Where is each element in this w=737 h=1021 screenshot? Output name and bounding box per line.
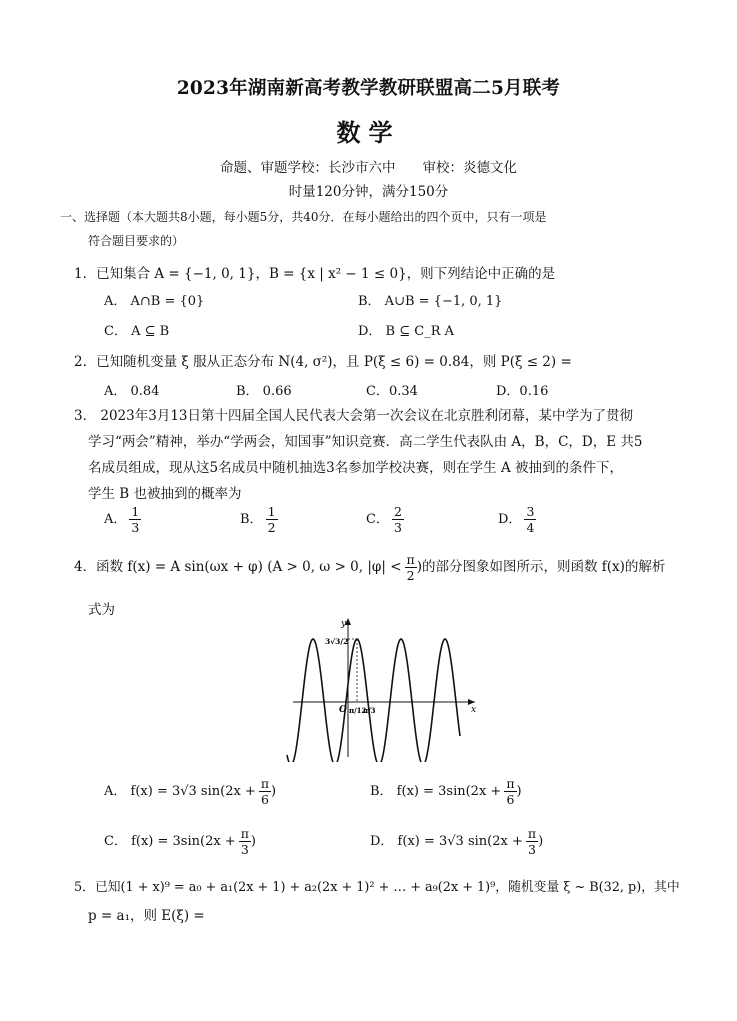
q1-option-a: A． A∩B = {0} [104,294,205,309]
y-axis-label: y [341,619,347,629]
x-axis-label: x [471,705,477,715]
origin-label: O [339,705,347,715]
tick-label-pi-12: π/12 [349,706,367,715]
q3-line2: 学习“两会”精神，举办“学两会，知国事”知识竞赛．高二学生代表队由 A，B，C，D，E 共5 [88,434,643,450]
exam-subject: 数学 [336,118,401,147]
q2-option-b: B． 0.66 [236,384,292,399]
q3-line1: 3． 2023年3月13日第十四届全国人民代表大会第一次会议在北京胜利闭幕，某中学为了贯彻 [74,408,634,424]
q2-option-d: D．0.16 [496,384,549,399]
q5-line2: p = a₁，则 E(ξ) = [88,908,205,924]
sine-curve [287,639,460,762]
q3-option-c: C． $\frac{2}{3}$ [366,504,402,535]
q1-option-b: B． A∪B = {−1, 0, 1} [358,294,503,309]
q4-sine-graph [285,612,485,762]
q4-option-a: A． f(x) = 3√3 sin(2x + $\frac{\pi}{6}$ ) [104,776,277,807]
q3-line3: 名成员组成，现从这5名成员中随机抽选3名参加学校决赛，则在学生 A 被抽到的条件下， [88,460,624,476]
q1-option-d: D． B ⊆ C_R A [358,324,455,339]
q3-option-d: D． $\frac{3}{4}$ [498,504,535,535]
exam-title: 2023年湖南新高考教学教研联盟高二5月联考 [176,78,561,99]
q4-option-b: B． f(x) = 3sin(2x + $\frac{\pi}{6}$ ) [370,776,522,807]
q4-line2: 式为 [88,602,115,618]
q2-option-a: A． 0.84 [104,384,160,399]
q1-option-c: C． A ⊆ B [104,324,170,339]
tick-label-pi-3: π/3 [363,706,376,715]
q4-option-d: D． f(x) = 3√3 sin(2x + $\frac{\pi}{3}$ ) [370,826,544,857]
section-heading-line2: 符合题目要求的） [88,234,185,248]
q5-line1: 5．已知(1 + x)⁹ = a₀ + a₁(2x + 1) + a₂(2x + 1)² + … + a₉(2x + 1)⁹，随机变量 ξ ~ B(32, p)，其中 [74,880,680,895]
q1-stem: 1．已知集合 A = {−1, 0, 1}，B = {x | x² − 1 ≤ 0}，则下列结论中正确的是 [74,266,556,282]
q3-option-b: B． $\frac{1}{2}$ [240,504,276,535]
peak-value-label: 3√3/2 [325,637,349,646]
section-heading-line1: 一、选择题（本大题共8小题，每小题5分，共40分．在每小题给出的四个页中，只有一项是 [60,210,547,224]
q4-line1: 4．函数 f(x) = A sin(ωx + φ) (A > 0, ω > 0, |φ| < $\frac{\pi}{2}$ )的部分图象如图所示，则函数 f(x)的解析 [74,552,666,583]
exam-time: 时量120分钟，满分150分 [288,184,449,200]
q4-option-c: C． f(x) = 3sin(2x + $\frac{\pi}{3}$ ) [104,826,256,857]
q2-option-c: C．0.34 [366,384,418,399]
exam-credits: 命题、审题学校：长沙市六中 审校：炎德文化 [220,160,517,176]
q3-option-a: A． $\frac{1}{3}$ [104,504,140,535]
q2-stem: 2．已知随机变量 ξ 服从正态分布 N(4, σ²)，且 P(ξ ≤ 6) = 0.84，则 P(ξ ≤ 2) = [74,354,572,370]
q3-line4: 学生 B 也被抽到的概率为 [88,486,242,502]
